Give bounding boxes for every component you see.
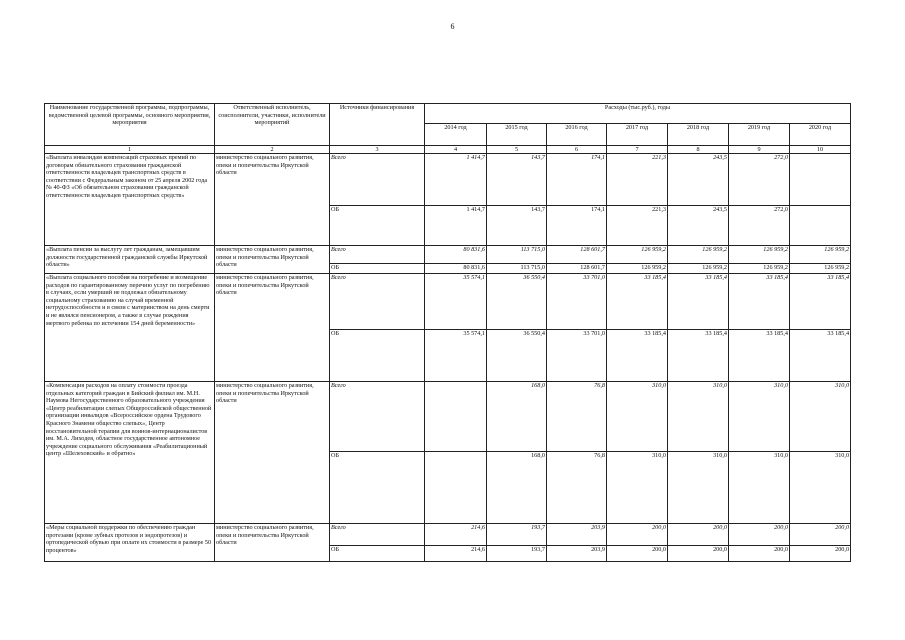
header-year: 2014 год <box>425 124 487 146</box>
header-year: 2015 год <box>487 124 547 146</box>
column-number: 4 <box>425 146 487 154</box>
budget-table <box>44 103 851 562</box>
program-name-cell: «Выплата социального пособия на погребение и возмещение расходов по гарантированному перечню услуг по погребению в случаях, если умерший не подлежал обязательному социальному страхованию на случай временной нетрудоспособности и в связи с материнством на день смерти и не являлся пенсионером, а также в случае рождения мертвого ребенка по истечении 154 дней беременности» <box>45 274 215 382</box>
total-value-cell: 128 601,7 <box>547 246 607 264</box>
ob-value-cell: 33 185,4 <box>729 330 790 382</box>
source-total-cell: Всего <box>330 524 425 546</box>
header-year: 2018 год <box>668 124 729 146</box>
table-row <box>45 154 851 206</box>
program-name-cell: «Выплата пенсии за выслугу лет гражданам, замещавшим должности государственной гражданской службы Иркутской области» <box>45 246 215 274</box>
column-number: 8 <box>668 146 729 154</box>
header-expenses: Расходы (тыс.руб.), годы <box>425 104 851 124</box>
ob-value-cell: 126 959,2 <box>607 264 668 274</box>
executor-cell: министерство социального развития, опеки и попечительства Иркутской области <box>215 154 330 246</box>
ob-value-cell: 310,0 <box>668 452 729 524</box>
source-ob-cell: ОБ <box>330 206 425 246</box>
ob-value-cell: 33 185,4 <box>668 330 729 382</box>
ob-value-cell: 310,0 <box>729 452 790 524</box>
total-value-cell: 214,6 <box>425 524 487 546</box>
ob-value-cell: 76,8 <box>547 452 607 524</box>
ob-value-cell: 174,1 <box>547 206 607 246</box>
total-value-cell <box>425 382 487 452</box>
total-value-cell: 36 550,4 <box>487 274 547 330</box>
ob-value-cell: 80 831,6 <box>425 264 487 274</box>
header-sources: Источники финансирования <box>330 104 425 146</box>
source-ob-cell: ОБ <box>330 452 425 524</box>
header-year: 2019 год <box>729 124 790 146</box>
header-program: Наименование государственной программы, подпрограммы, ведомственной целевой программы, основного мероприятия, мероприятия <box>45 104 215 146</box>
total-value-cell: 310,0 <box>790 382 851 452</box>
column-number: 10 <box>790 146 851 154</box>
program-name-cell: «Компенсация расходов на оплату стоимости проезда отдельных категорий граждан в Бийский филиал им. М.Н. Наумова Негосударственного образовательного учреждения «Центр реабилитации слепых Общероссийской общественной организации инвалидов «Всероссийское ордена Трудового Красного Знамени общество слепых», Центр восстановительной терапии для воинов-интернационалистов им. М.А. Лиходея, областное государственное автономное учреждение социального обслуживания «Реабилитационный центр «Шелеховский» и обратно» <box>45 382 215 524</box>
program-name-cell: «Выплата инвалидам компенсаций страховых премий по договорам обязательного страхования гражданской ответственности владельцев транспортных средств в соответствии с Федеральным законом от 25 апреля 2002 года № 40-ФЗ «Об обязательном страховании гражданской ответственности владельцев транспортных средств» <box>45 154 215 246</box>
column-number: 1 <box>45 146 215 154</box>
ob-value-cell: 200,0 <box>668 546 729 562</box>
total-value-cell: 143,7 <box>487 154 547 206</box>
total-value-cell: 310,0 <box>607 382 668 452</box>
total-value-cell: 113 715,0 <box>487 246 547 264</box>
ob-value-cell: 310,0 <box>607 452 668 524</box>
total-value-cell: 76,8 <box>547 382 607 452</box>
total-value-cell: 33 701,0 <box>547 274 607 330</box>
total-value-cell <box>790 154 851 206</box>
ob-value-cell: 35 574,1 <box>425 330 487 382</box>
total-value-cell: 200,0 <box>729 524 790 546</box>
ob-value-cell: 33 701,0 <box>547 330 607 382</box>
executor-cell: министерство социального развития, опеки и попечительства Иркутской области <box>215 274 330 382</box>
total-value-cell: 1 414,7 <box>425 154 487 206</box>
total-value-cell: 272,0 <box>729 154 790 206</box>
table-row <box>45 524 851 546</box>
total-value-cell: 174,1 <box>547 154 607 206</box>
source-total-cell: Всего <box>330 274 425 330</box>
header-year: 2020 год <box>790 124 851 146</box>
source-total-cell: Всего <box>330 154 425 206</box>
header-executor: Ответственный исполнитель, соисполнители, участники, исполнители мероприятий <box>215 104 330 146</box>
ob-value-cell: 310,0 <box>790 452 851 524</box>
ob-value-cell: 214,6 <box>425 546 487 562</box>
ob-value-cell: 126 959,2 <box>729 264 790 274</box>
ob-value-cell: 36 550,4 <box>487 330 547 382</box>
total-value-cell: 33 185,4 <box>729 274 790 330</box>
table-row <box>45 274 851 330</box>
executor-cell: министерство социального развития, опеки и попечительства Иркутской области <box>215 246 330 274</box>
total-value-cell: 200,0 <box>668 524 729 546</box>
total-value-cell: 126 959,2 <box>607 246 668 264</box>
column-number: 7 <box>607 146 668 154</box>
ob-value-cell: 126 959,2 <box>790 264 851 274</box>
total-value-cell: 33 185,4 <box>790 274 851 330</box>
ob-value-cell <box>790 206 851 246</box>
total-value-cell: 33 185,4 <box>607 274 668 330</box>
ob-value-cell: 143,7 <box>487 206 547 246</box>
total-value-cell: 243,5 <box>668 154 729 206</box>
total-value-cell: 200,0 <box>607 524 668 546</box>
ob-value-cell: 113 715,0 <box>487 264 547 274</box>
column-number: 3 <box>330 146 425 154</box>
page-number: 6 <box>450 22 455 31</box>
column-number: 6 <box>547 146 607 154</box>
ob-value-cell: 200,0 <box>729 546 790 562</box>
ob-value-cell: 221,3 <box>607 206 668 246</box>
total-value-cell: 126 959,2 <box>729 246 790 264</box>
total-value-cell: 310,0 <box>729 382 790 452</box>
source-ob-cell: ОБ <box>330 546 425 562</box>
total-value-cell: 35 574,1 <box>425 274 487 330</box>
ob-value-cell: 193,7 <box>487 546 547 562</box>
total-value-cell: 221,3 <box>607 154 668 206</box>
total-value-cell: 203,9 <box>547 524 607 546</box>
total-value-cell: 200,0 <box>790 524 851 546</box>
header-year: 2016 год <box>547 124 607 146</box>
column-number: 9 <box>729 146 790 154</box>
total-value-cell: 193,7 <box>487 524 547 546</box>
ob-value-cell: 33 185,4 <box>607 330 668 382</box>
ob-value-cell: 128 601,7 <box>547 264 607 274</box>
total-value-cell: 33 185,4 <box>668 274 729 330</box>
ob-value-cell: 243,5 <box>668 206 729 246</box>
ob-value-cell: 168,0 <box>487 452 547 524</box>
table-row <box>45 382 851 452</box>
executor-cell: министерство социального развития, опеки и попечительства Иркутской области <box>215 524 330 562</box>
ob-value-cell: 203,9 <box>547 546 607 562</box>
source-total-cell: Всего <box>330 382 425 452</box>
total-value-cell: 80 831,6 <box>425 246 487 264</box>
table-row <box>45 246 851 264</box>
ob-value-cell: 126 959,2 <box>668 264 729 274</box>
executor-cell: министерство социального развития, опеки и попечительства Иркутской области <box>215 382 330 524</box>
ob-value-cell: 1 414,7 <box>425 206 487 246</box>
source-ob-cell: ОБ <box>330 330 425 382</box>
ob-value-cell: 200,0 <box>790 546 851 562</box>
ob-value-cell: 272,0 <box>729 206 790 246</box>
total-value-cell: 168,0 <box>487 382 547 452</box>
header-year: 2017 год <box>607 124 668 146</box>
source-total-cell: Всего <box>330 246 425 264</box>
column-number: 2 <box>215 146 330 154</box>
ob-value-cell: 200,0 <box>607 546 668 562</box>
total-value-cell: 126 959,2 <box>668 246 729 264</box>
program-name-cell: «Меры социальной поддержки по обеспечению граждан протезами (кроме зубных протезов и эндопротезов) и ортопедической обувью при оплате их стоимости в размере 50 процентов» <box>45 524 215 562</box>
total-value-cell: 310,0 <box>668 382 729 452</box>
column-number: 5 <box>487 146 547 154</box>
ob-value-cell: 33 185,4 <box>790 330 851 382</box>
total-value-cell: 126 959,2 <box>790 246 851 264</box>
source-ob-cell: ОБ <box>330 264 425 274</box>
table-body <box>45 154 851 562</box>
ob-value-cell <box>425 452 487 524</box>
